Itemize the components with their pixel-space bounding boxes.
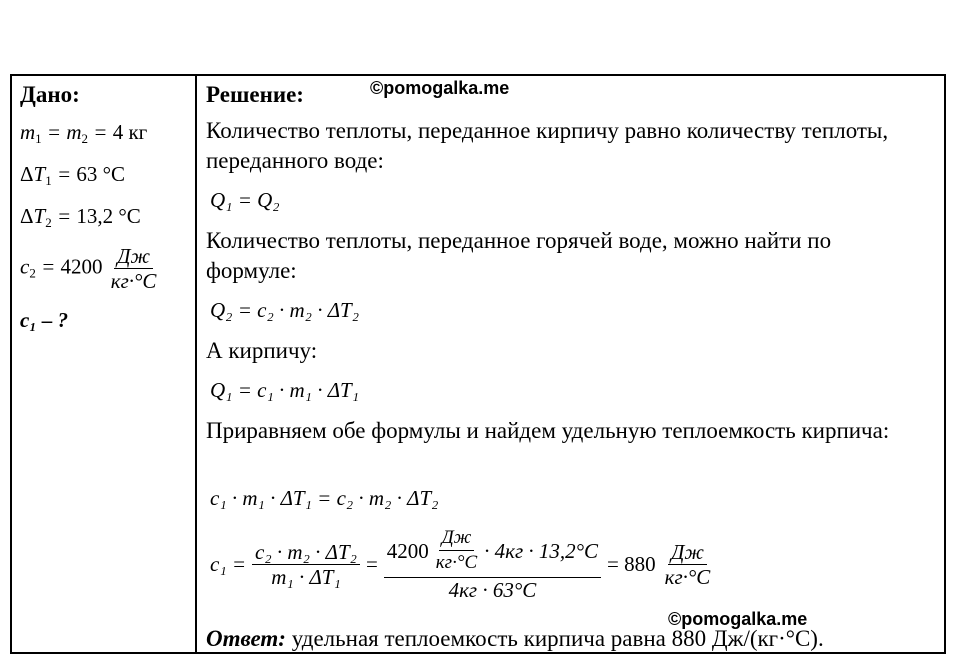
solution-paragraph-4: Приравняем обе формулы и найдем удельную теплоемкость кирпича: (206, 418, 890, 443)
formula-5-result-unit: $\frac{Дж}{кг\cdot^\circ C}$ (664, 539, 711, 589)
formula-5-lhs: c₁ = (210, 551, 247, 576)
given-c2-unit: $\frac{Дж}{кг\cdot^\circ C}$ (110, 244, 157, 293)
given-dT1: $\Delta T_1 = 63$ °C (20, 162, 126, 188)
formula-5: c₁ = $\frac{\text{c₂ · m₂ · ΔT₂}}{\text{m₁ · ΔT₁}}$ = 4200 $\frac{Дж}{кг\cdot^\circ C}$ · 4кг · 13,2°C 4кг · 63°C = 880 $\frac{Дж}{кг\cdot^\circ C}$ (210, 526, 713, 602)
formula-1: Q₁ = Q₂ (210, 188, 280, 212)
formula-4: c₁ · m₁ · ΔT₁ = c₂ · m₂ · ΔT₂ (210, 486, 439, 510)
formula-5-inner-unit: $\frac{Дж}{кг\cdot^\circ C}$ (435, 527, 478, 573)
solution-paragraph-2: Количество теплоты, переданное горячей воде, можно найти по формуле: (206, 228, 832, 283)
given-header: Дано: (20, 82, 80, 107)
watermark-bottom: ©pomogalka.me (668, 609, 808, 629)
given-mass: $m_1 = m_2 = 4$ кг (20, 120, 148, 146)
given-mass-value: 4 кг (112, 120, 148, 144)
solution-paragraph-1: Количество теплоты, переданное кирпичу равно количеству теплоты, переданного воде: (206, 118, 889, 173)
column-divider (195, 74, 197, 654)
solution-paragraph-3: А кирпичу: (206, 338, 318, 363)
given-dT2-value: 13,2 °C (76, 204, 141, 228)
given-dT1-value: 63 °C (76, 162, 126, 186)
answer-label: Ответ: (206, 626, 286, 651)
solution-header: Решение: (206, 82, 304, 107)
given-unknown: c₁ – ? (20, 308, 69, 332)
formula-2: Q₂ = c₂ · m₂ · ΔT₂ (210, 298, 360, 322)
given-c2-value: 4200 (60, 254, 103, 279)
formula-5-symbolic-fraction: $\frac{\text{c₂ · m₂ · ΔT₂}}{\text{m₁ · ΔT₁}}$ (252, 540, 360, 589)
watermark-top: ©pomogalka.me (370, 78, 510, 98)
formula-5-numeric-fraction: 4200 $\frac{Дж}{кг\cdot^\circ C}$ · 4кг · 13,2°C 4кг · 63°C (384, 526, 601, 602)
formula-5-result: = 880 (607, 551, 656, 576)
formula-3: Q₁ = c₁ · m₁ · ΔT₁ (210, 378, 360, 402)
given-dT2: $\Delta T_2 = 13,2$ °C (20, 204, 141, 230)
answer-text: удельная теплоемкость кирпича равна 880 Дж/(кг·°С). (285, 626, 824, 651)
given-c2: $c_2 = 4200$ $\frac{Дж}{кг\cdot^\circ C}$ (20, 244, 159, 293)
